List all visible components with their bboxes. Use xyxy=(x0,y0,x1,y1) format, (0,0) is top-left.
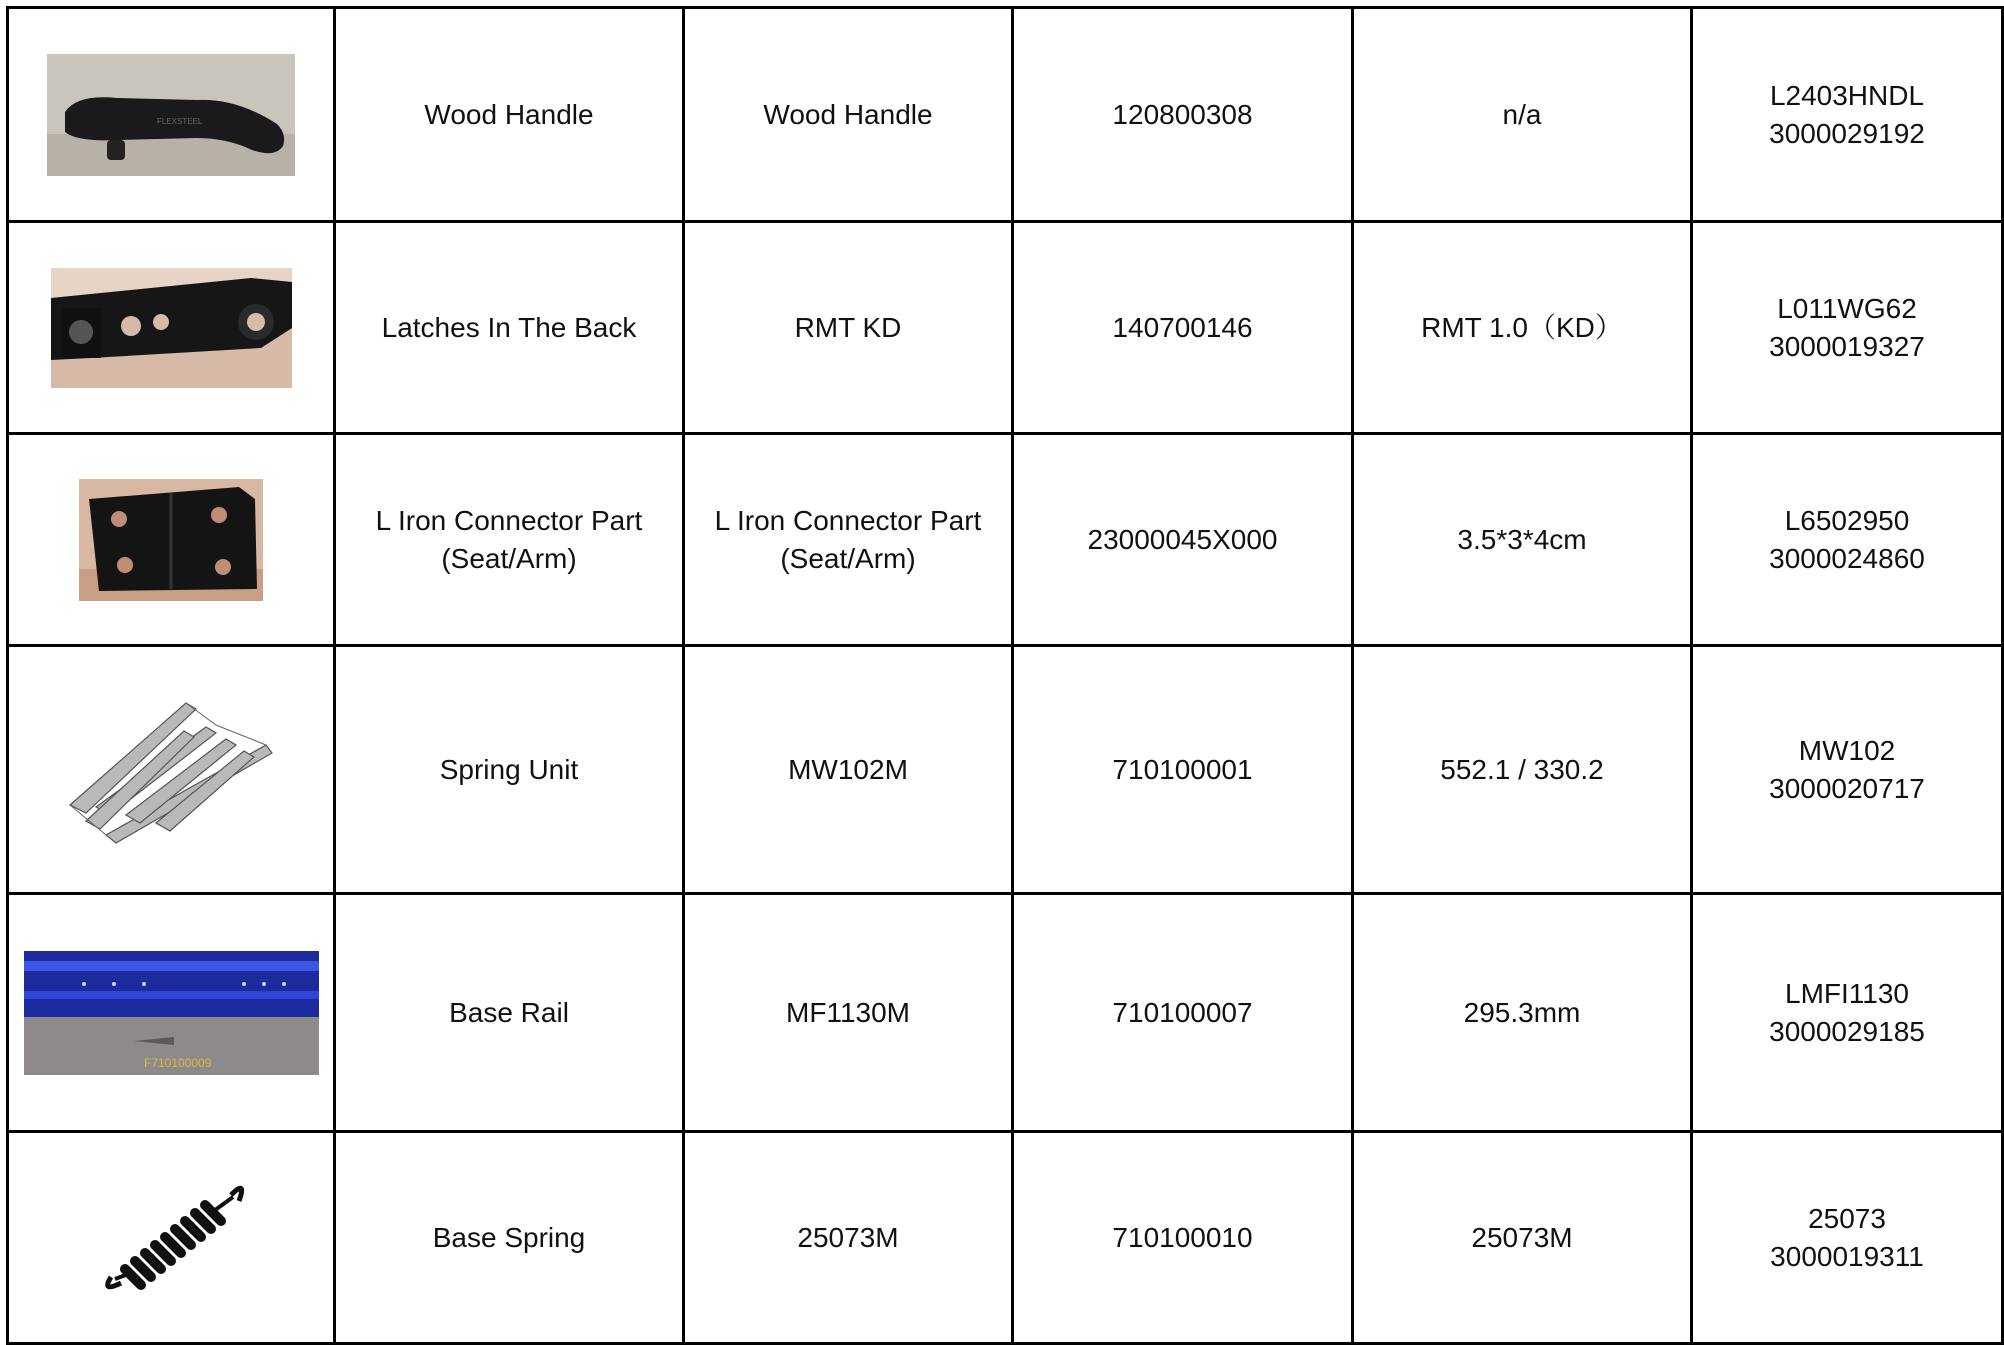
code-line-2: 3000029192 xyxy=(1769,117,1925,149)
description-cell: Base Spring xyxy=(335,1132,684,1344)
code-line-1: MW102 xyxy=(1798,734,1896,766)
part-image-cell xyxy=(8,646,335,894)
parts-table xyxy=(6,6,2004,1345)
code-line-2: 3000019311 xyxy=(1770,1240,1924,1272)
table-row xyxy=(8,1132,2003,1344)
size-cell: 3.5*3*4cm xyxy=(1353,434,1692,646)
part-number-cell: 140700146 xyxy=(1013,222,1353,434)
code-line-2: 3000020717 xyxy=(1769,772,1925,804)
model-line-2: (Seat/Arm) xyxy=(780,542,916,574)
code-line-1: L011WG62 xyxy=(1777,292,1917,324)
code-cell xyxy=(1692,646,2003,894)
size-cell: n/a xyxy=(1353,8,1692,222)
description-cell: Latches In The Back xyxy=(335,222,684,434)
size-cell: 552.1 / 330.2 xyxy=(1353,646,1692,894)
coil-spring-image xyxy=(91,1173,251,1303)
description-cell: Wood Handle xyxy=(335,8,684,222)
code-line-1: L6502950 xyxy=(1784,504,1910,536)
model-cell: MF1130M xyxy=(684,894,1013,1132)
size-cell: 295.3mm xyxy=(1353,894,1692,1132)
part-image-cell xyxy=(8,8,335,222)
model-cell: RMT KD xyxy=(684,222,1013,434)
part-image-cell xyxy=(8,1132,335,1344)
code-line-1: L2403HNDL xyxy=(1769,79,1925,111)
spring-unit-image xyxy=(66,695,276,845)
description-line-2: (Seat/Arm) xyxy=(441,542,577,574)
handle-logo-text: FLEXSTEEL xyxy=(157,116,203,126)
part-number-cell: 710100007 xyxy=(1013,894,1353,1132)
code-cell xyxy=(1692,434,2003,646)
table-row xyxy=(8,646,2003,894)
model-cell xyxy=(684,434,1013,646)
table-row xyxy=(8,222,2003,434)
code-line-2: 3000019327 xyxy=(1769,330,1925,362)
size-cell: RMT 1.0（KD） xyxy=(1353,222,1692,434)
code-line-1: LMFI1130 xyxy=(1785,977,1909,1009)
part-image-cell xyxy=(8,222,335,434)
table-row xyxy=(8,434,2003,646)
part-number-cell: 710100001 xyxy=(1013,646,1353,894)
description-cell: Base Rail xyxy=(335,894,684,1132)
part-image-cell xyxy=(8,434,335,646)
part-image-cell xyxy=(8,894,335,1132)
base-rail-image xyxy=(24,951,319,1075)
part-number-cell: 710100010 xyxy=(1013,1132,1353,1344)
l-iron-connector-image xyxy=(79,479,263,601)
table-row xyxy=(8,894,2003,1132)
table-row xyxy=(8,8,2003,222)
description-line-1: L Iron Connector Part xyxy=(375,504,643,536)
model-cell: 25073M xyxy=(684,1132,1013,1344)
size-cell: 25073M xyxy=(1353,1132,1692,1344)
model-line-1: L Iron Connector Part xyxy=(714,504,982,536)
description-cell: Spring Unit xyxy=(335,646,684,894)
code-cell xyxy=(1692,222,2003,434)
code-cell xyxy=(1692,1132,2003,1344)
latch-image xyxy=(51,268,292,388)
code-line-2: 3000024860 xyxy=(1769,542,1925,574)
model-cell: Wood Handle xyxy=(684,8,1013,222)
part-number-cell: 120800308 xyxy=(1013,8,1353,222)
code-line-2: 3000029185 xyxy=(1769,1015,1925,1047)
wood-handle-image xyxy=(47,54,295,176)
code-cell xyxy=(1692,894,2003,1132)
code-cell xyxy=(1692,8,2003,222)
part-number-cell: 23000045X000 xyxy=(1013,434,1353,646)
rail-label-text: F710100009 xyxy=(143,1055,211,1070)
model-cell: MW102M xyxy=(684,646,1013,894)
description-cell xyxy=(335,434,684,646)
code-line-1: 25073 xyxy=(1808,1202,1886,1234)
